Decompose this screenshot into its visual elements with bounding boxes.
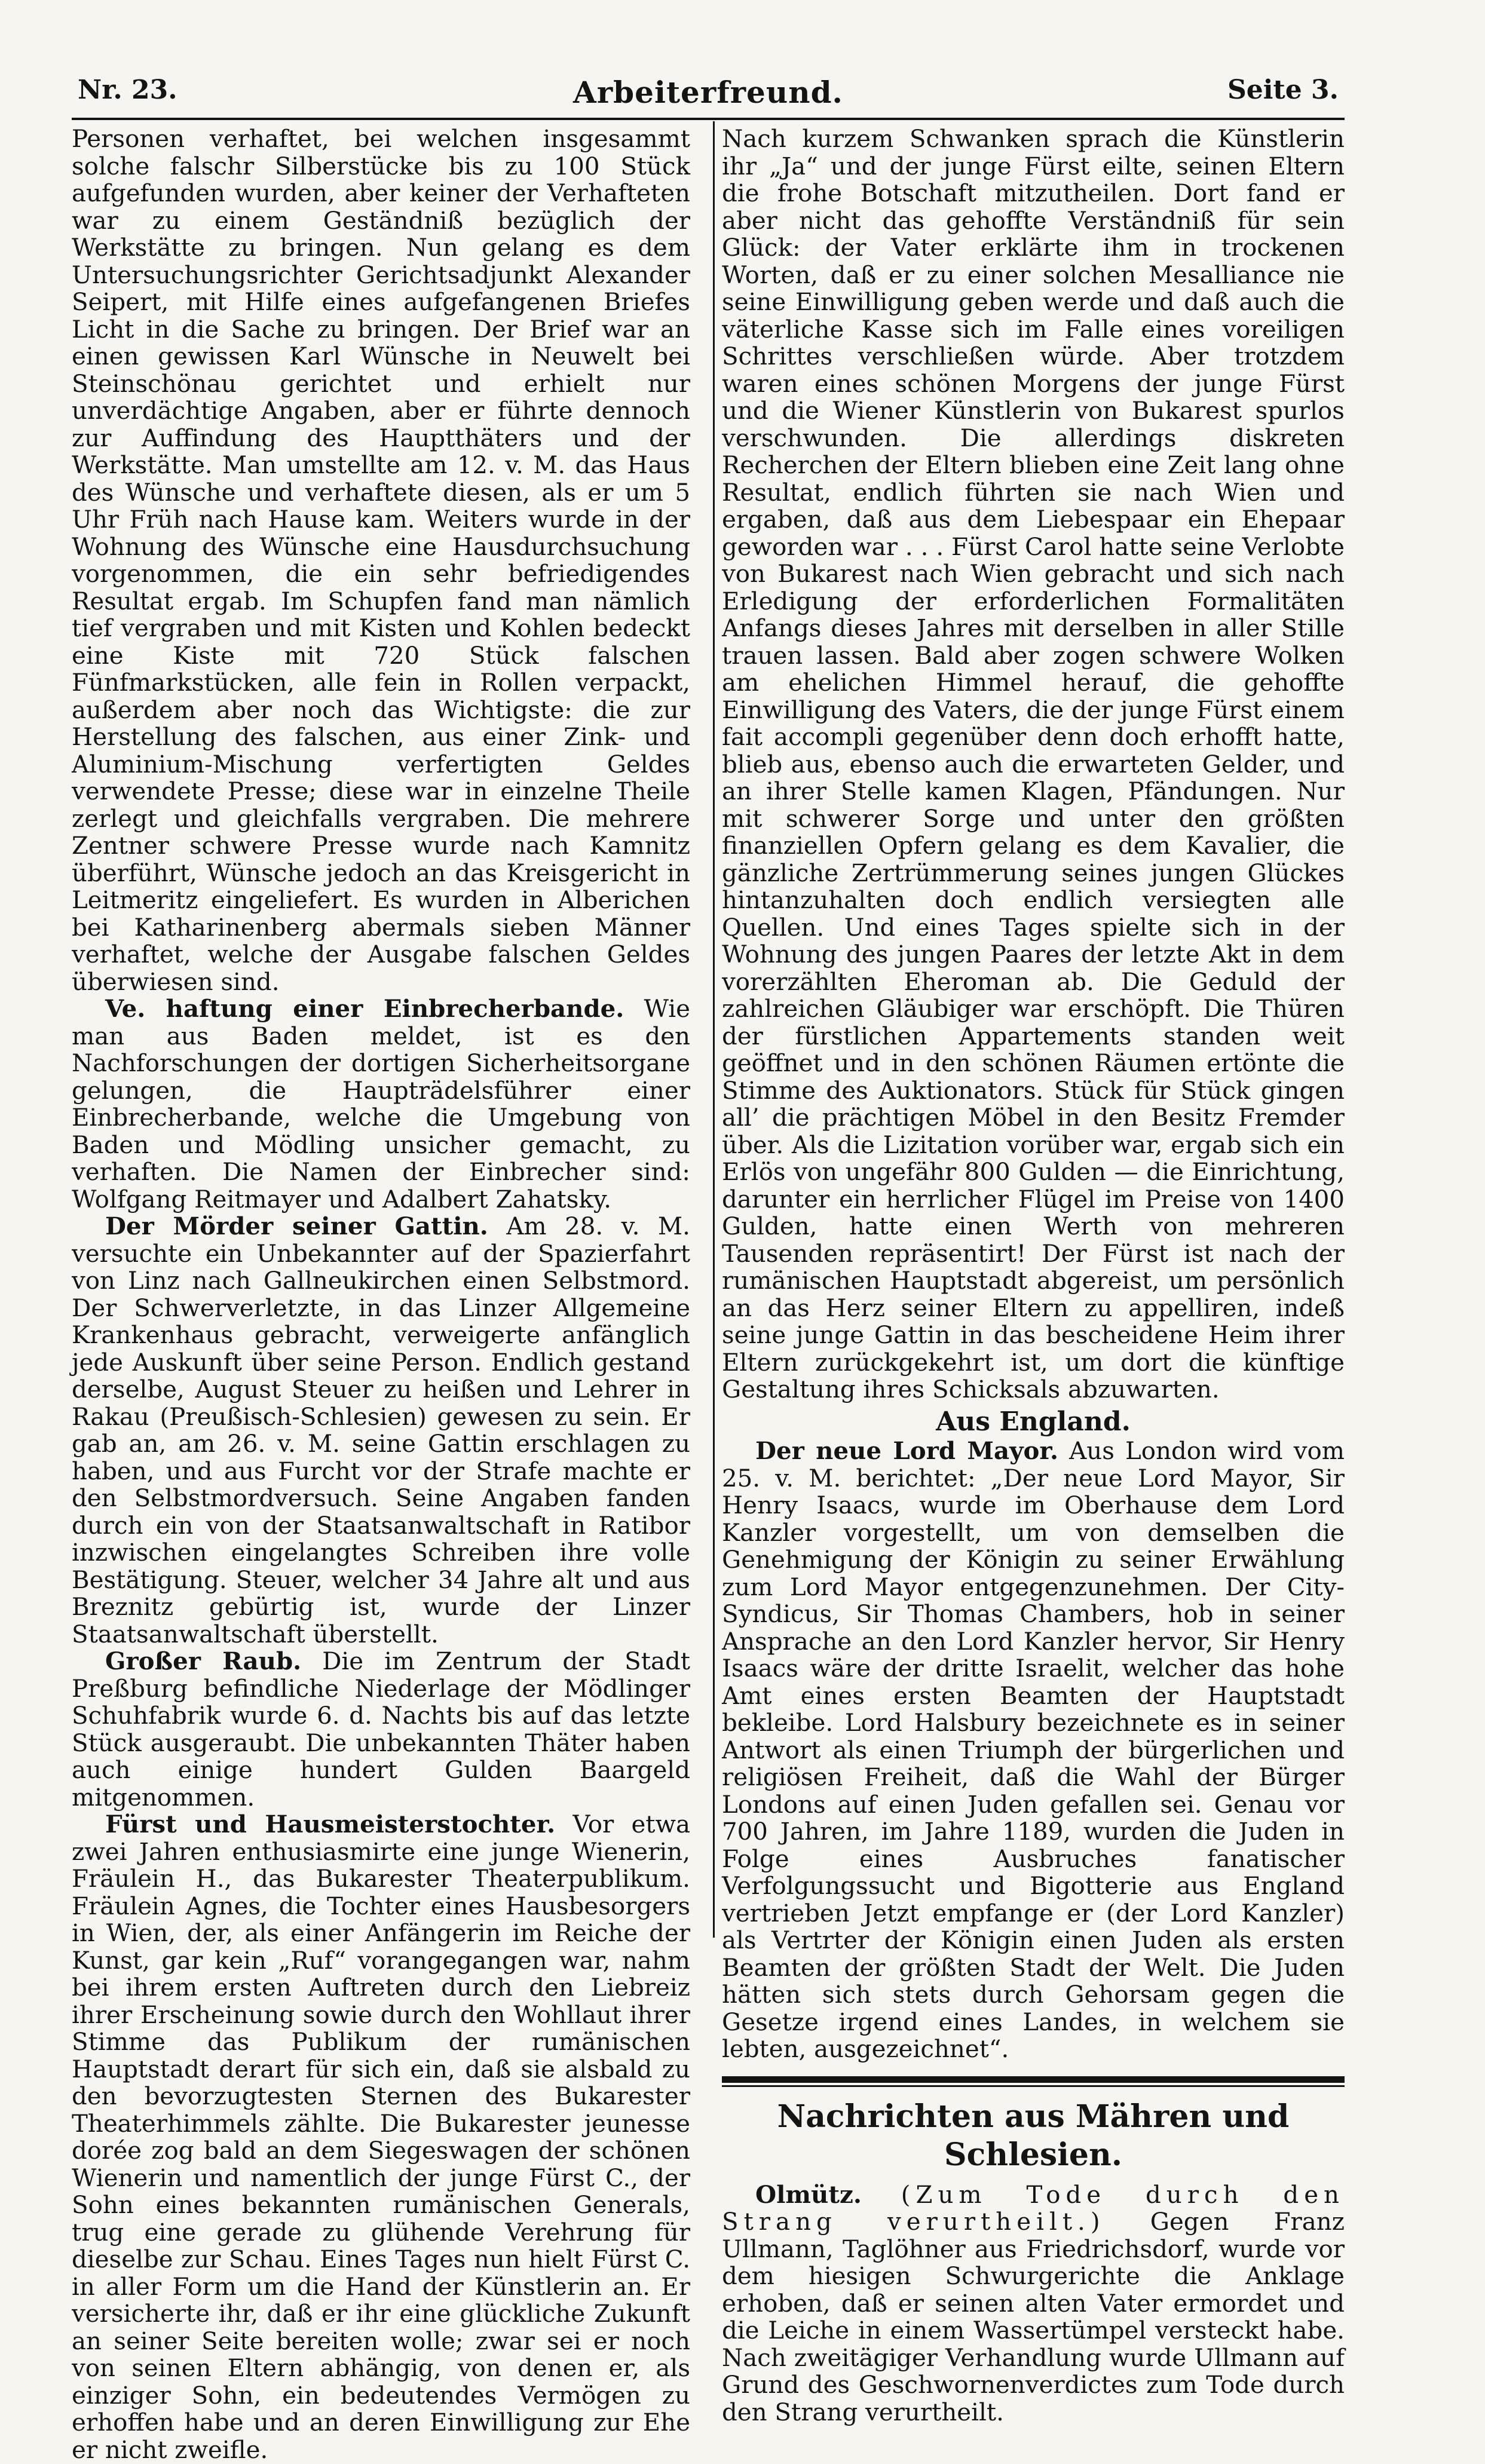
article-prince-daughter — [72, 1811, 690, 2463]
newspaper-title: Arbeiterfreund. — [573, 75, 843, 110]
article-lord-mayor — [722, 1438, 1345, 2063]
article-wife-murderer — [72, 1213, 690, 1648]
header-rule — [72, 118, 1345, 120]
headline-olmuetz: Olmütz. — [755, 2180, 862, 2209]
body-lord-mayor: Aus London wird vom 25. v. M. berichtet: „Der neue Lord Mayor, Sir Henry Isaacs, wurde im Oberhause dem Lord Kanzler vorgestellt, um von demselben die Genehmigung der Königin zu seiner Erwählung zum Lord Mayor entgegenzunehmen. Der City-Syndicus, Sir Thomas Chambers, hob in seiner Ansprache an den Lord Kanzler hervor, Sir Henry Isaacs wäre der dritte Israelit, welcher das hohe Amt eines ersten Beamten der Hauptstadt bekleibe. Lord Halsbury bezeichnete es in seiner Antwort als einen Triumph der bürgerlichen und religiösen Freiheit, daß die Wahl der Bürger Londons auf einen Juden gefallen sei. Genau vor 700 Jahren, im Jahre 1189, wurden die Juden in Folge eines Ausbruches fanatischer Verfolgungssucht und Bigotterie aus England vertrieben Jetzt empfange er (der Lord Kanzler) als Vertrter der Königin einen Juden als ersten Beamten der größten Stadt der Welt. Die Juden hätten sich stets durch Gehorsam gegen die Gesetze irgend eines Landes, in welchem sie lebten, ausgezeichnet“. — [722, 1437, 1345, 2063]
article-counterfeit-continued: Personen verhaftet, bei welchen insgesammt solche falschr Silberstücke bis zu 100 Stück aufgefunden wurden, aber keiner der Verhafteten war zu einem Geständniß bezüglich der Werkstätte zu bringen. Nun gelang es dem Untersuchungsrichter Gerichtsadjunkt Alexander Seipert, mit Hilfe eines aufgefangenen Briefes Licht in die Sache zu bringen. Der Brief war an einen gewissen Karl Wünsche in Neuwelt bei Steinschönau gerichtet und erhielt nur unverdächtige Angaben, aber er führte dennoch zur Auffindung des Hauptthäters und der Werkstätte. Man umstellte am 12. v. M. das Haus des Wünsche und verhaftete diesen, als er um 5 Uhr Früh nach Hause kam. Weiters wurde in der Wohnung des Wünsche eine Hausdurchsuchung vorgenommen, die ein sehr befriedigendes Resultat ergab. Im Schupfen fand man nämlich tief vergraben und mit Kisten und Kohlen bedeckt eine Kiste mit 720 Stück falschen Fünfmarkstücken, alle fein in Rollen verpackt, außerdem aber noch das Wichtigste: die zur Herstellung des falschen, aus einer Zink- und Aluminium-Mischung verfertigten Geldes verwendete Presse; diese war in einzelne Theile zerlegt und gleichfalls vergraben. Die mehrere Zentner schwere Presse wurde nach Kamnitz überführt, Wünsche jedoch an das Kreisgericht in Leitmeritz eingeliefert. Es wurden in Alberichen bei Katharinenberg abermals sieben Männer verhaftet, welche der Ausgabe falschen Geldes überwiesen sind. — [72, 125, 690, 996]
body-prince-daughter: Vor etwa zwei Jahren enthusiasmirte eine junge Wienerin, Fräulein H., das Bukarester Theaterpublikum. Fräulein Agnes, die Tochter eines Hausbesorgers in Wien, der, als einer Anfängerin im Reiche der Kunst, gar kein „Ruf“ vorangegangen war, nahm bei ihrem ersten Auftreten durch den Liebreiz ihrer Erscheinung sowie durch den Wohllaut ihrer Stimme das Publikum der rumänischen Hauptstadt derart für sich ein, daß sie alsbald zu den bevorzugtesten Sternen des Bukarester Theaterhimmels zählte. Die Bukarester jeunesse dorée zog bald an dem Siegeswagen der schönen Wienerin und namentlich der junge Fürst C., der Sohn eines bekannten rumänischen Generals, trug eine gerade zu glühende Verehrung für dieselbe zur Schau. Eines Tages nun hielt Fürst C. in aller Form um die Hand der Künstlerin an. Er versicherte ihr, daß er ihr eine glückliche Zukunft an seiner Seite bereiten wolle; zwar sei er noch von seinen Eltern abhängig, von denen er, als einziger Sohn, ein bedeutendes Vermögen zu erhoffen habe und an deren Einwilligung zur Ehe er nicht zweifle. — [72, 1810, 691, 2464]
body-wife-murderer: Am 28. v. M. versuchte ein Unbekannter auf der Spazierfahrt von Linz nach Gallneukirchen einen Selbstmord. Der Schwerverletzte, in das Linzer Allgemeine Krankenhaus gebracht, verweigerte anfänglich jede Auskunft über seine Person. Endlich gestand derselbe, August Steuer zu heißen und Lehrer in Rakau (Preußisch-Schlesien) gewesen zu sein. Er gab an, am 26. v. M. seine Gattin erschlagen zu haben, und aus Furcht vor der Strafe machte er den Selbstmordversuch. Seine Angaben fanden durch ein von der Staatsanwaltschaft in Ratibor inzwischen eingelangtes Schreiben ihre volle Bestätigung. Steuer, welcher 34 Jahre alt und aus Breznitz gebürtig ist, wurde der Linzer Staatsanwaltschaft überstellt. — [72, 1212, 690, 1648]
left-column — [72, 125, 690, 2463]
page-number: Seite 3. — [1227, 75, 1339, 105]
article-great-robbery — [72, 1648, 690, 1811]
section-title-moravia-silesia: Nachrichten aus Mähren und Schlesien. — [777, 2098, 1290, 2173]
body-burglar-gang: Wie man aus Baden meldet, ist es den Nachforschungen der dortigen Sicherheitsorgane gelungen, die Haupträdelsführer einer Einbrecherbande, welche die Umgebung von Baden und Mödling unsicher gemacht, zu verhaften. Die Namen der Einbrecher sind: Wolfgang Reitmayer und Adalbert Zahatsky. — [72, 995, 691, 1213]
issue-number: Nr. 23. — [78, 75, 177, 105]
section-title-england: Aus England. — [936, 1406, 1131, 1437]
page-header — [72, 75, 1345, 117]
headline-burglar-gang: Ve. haftung einer Einbrecherbande. — [105, 994, 624, 1023]
section-rule-thick — [722, 2076, 1345, 2083]
article-burglar-gang — [72, 995, 690, 1213]
headline-wife-murderer: Der Mörder seiner Gattin. — [105, 1212, 488, 1240]
headline-lord-mayor: Der neue Lord Mayor. — [755, 1436, 1058, 1465]
body-great-robbery: Die im Zentrum der Stadt Preßburg befindliche Niederlage der Mödlinger Schuhfabrik wurde 6. d. Nachts bis auf das letzte Stück ausgeraubt. Die unbekannten Thäter haben auch einige hundert Gulden Baargeld mitgenommen. — [72, 1647, 690, 1812]
headline-great-robbery: Großer Raub. — [105, 1647, 302, 1675]
headline-prince-daughter: Fürst und Hausmeisterstochter. — [105, 1810, 556, 1838]
article-olmuetz — [722, 2181, 1345, 2426]
column-divider — [713, 121, 715, 1938]
subhead-olmuetz: (Zum Tode durch den Strang verurtheilt.) — [722, 2180, 1345, 2236]
right-column — [722, 125, 1345, 2426]
article-prince-continued: Nach kurzem Schwanken sprach die Künstlerin ihr „Ja“ und der junge Fürst eilte, seinen Eltern die frohe Botschaft mitzutheilen. Dort fand er aber nicht das gehoffte Verständniß für sein Glück: der Vater erklärte ihm in trockenen Worten, daß er zu einer solchen Mesalliance nie seine Einwilligung geben werde und daß auch die väterliche Kasse sich im Falle eines voreiligen Schrittes verschließen würde. Aber trotzdem waren eines schönen Morgens der junge Fürst und die Wiener Künstlerin von Bukarest spurlos verschwunden. Die allerdings diskreten Recherchen der Eltern blieben eine Zeit lang ohne Resultat, endlich führten sie nach Wien und ergaben, daß aus dem Liebespaar ein Ehepaar geworden war . . . Fürst Carol hatte seine Verlobte von Bukarest nach Wien gebracht und sich nach Erledigung der erforderlichen Formalitäten Anfangs dieses Jahres mit derselben in aller Stille trauen lassen. Bald aber zogen schwere Wolken am ehelichen Himmel herauf, die gehoffte Einwilligung des Vaters, die der junge Fürst einem fait accompli gegenüber denn doch erhofft hatte, blieb aus, ebenso auch die erwarteten Gelder, und an ihrer Stelle kamen Klagen, Pfändungen. Nur mit schwerer Sorge und unter den größten finanziellen Opfern gelang es dem Kavalier, die gänzliche Zertrümmerung seines jungen Glückes hintanzuhalten doch endlich versiegten alle Quellen. Und eines Tages spielte sich in der Wohnung des jungen Paares der letzte Akt in dem vorerzählten Eheroman ab. Die Geduld der zahlreichen Gläubiger war erschöpft. Die Thüren der fürstlichen Appartements standen weit geöffnet und in den schönen Räumen ertönte die Stimme des Auktionators. Stück für Stück gingen all’ die prächtigen Möbel in den Besitz Fremder über. Als die Lizitation vorüber war, ergab sich ein Erlös von ungefähr 800 Gulden — die Einrichtung, darunter ein herrlicher Flügel im Preise von 1400 Gulden, hatte einen Werth von mehreren Tausenden repräsentirt! Der Fürst ist nach der rumänischen Hauptstadt abgereist, um persönlich an das Herz seiner Eltern zu appelliren, indeß seine junge Gattin in das bescheidene Heim ihrer Eltern zurückgekehrt ist, um dort die künftige Gestaltung ihres Schicksals abzuwarten. — [722, 125, 1345, 1403]
body-olmuetz: Gegen Franz Ullmann, Taglöhner aus Friedrichsdorf, wurde vor dem hiesigen Schwurgerichte die Anklage erhoben, daß er seinen alten Vater ermordet und die Leiche in einem Wassertümpel versteckt habe. Nach zweitägiger Verhandlung wurde Ullmann auf Grund des Geschwornenverdictes zum Tode durch den Strang verurtheilt. — [722, 2208, 1345, 2426]
